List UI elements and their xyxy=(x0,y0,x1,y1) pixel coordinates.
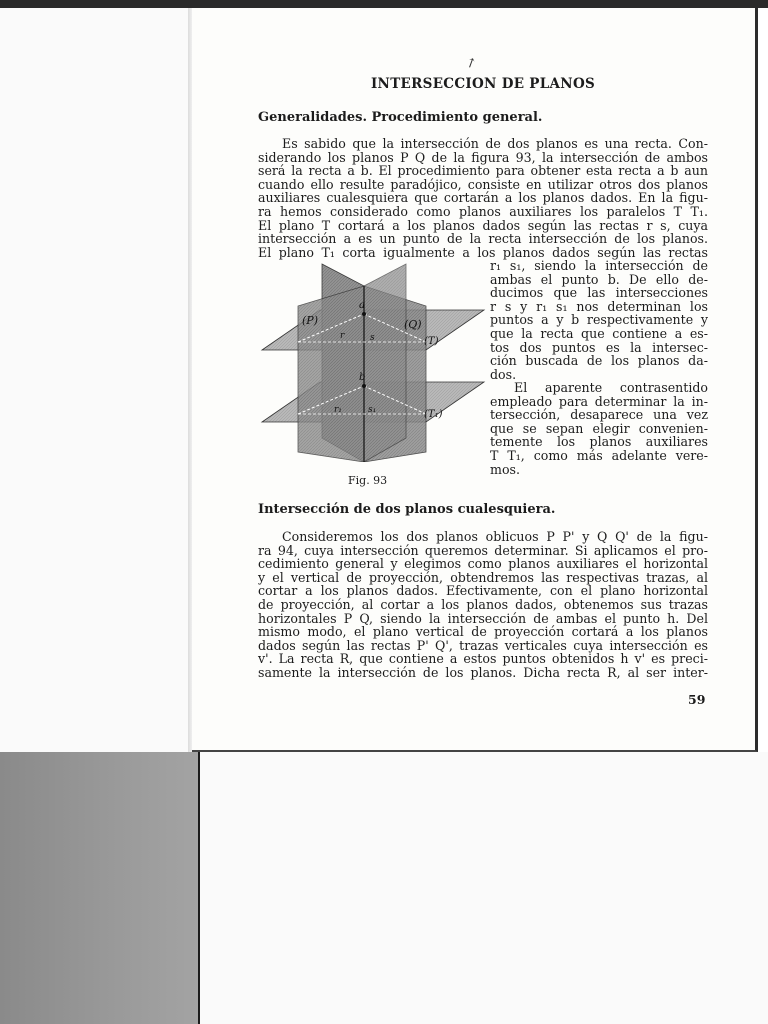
text-line: auxiliares cualesquiera que cortarán a los planos dados. En la figu- xyxy=(258,190,708,206)
label-line-s1: s₁ xyxy=(368,405,377,415)
text-line: T T₁, como más adelante vere- xyxy=(490,447,708,463)
paragraph-side-2 xyxy=(490,381,708,476)
text-line: ra 94, cuya intersección queremos determinar. Si aplicamos el pro- xyxy=(258,542,708,558)
plane-q-back xyxy=(364,264,406,462)
label-line-s: s xyxy=(370,333,375,343)
paragraph-side-1 xyxy=(490,259,708,381)
pen-mark: ↗ xyxy=(463,54,480,73)
text-line: El plano T₁ corta igualmente a los planos dados según las rectas xyxy=(258,244,708,260)
text-line: r s y r₁ s₁ nos determinan los xyxy=(490,298,708,314)
section-heading-generalidades: Generalidades. Procedimiento general. xyxy=(258,110,543,125)
label-point-b: b xyxy=(359,372,366,383)
text-line: samente la intersección de los planos. Dicha recta R, al ser inter- xyxy=(258,664,708,680)
text-line: Es sabido que la intersección de dos planos es una recta. Con- xyxy=(282,136,708,151)
text-line: cortar a los planos dados. Efectivamente, con el plano horizontal xyxy=(258,583,708,599)
text-line: empleado para determinar la in- xyxy=(490,393,708,409)
label-line-r1: r₁ xyxy=(334,405,342,415)
text-line: El aparente contrasentido xyxy=(514,380,708,395)
text-line: tos dos puntos es la intersec- xyxy=(490,339,708,355)
text-line: Consideremos los dos planos oblicuos P P' y Q Q' de la figu- xyxy=(282,529,708,544)
paragraph-intro xyxy=(258,137,708,259)
text-line: dos. xyxy=(490,366,517,382)
figure-caption: Fig. 93 xyxy=(348,474,388,487)
text-line: que la recta que contiene a es- xyxy=(490,325,708,341)
figure-93-planes-diagram xyxy=(258,262,488,462)
text-line: tersección, desaparece una vez xyxy=(490,407,708,423)
underlying-paper xyxy=(200,752,768,1024)
label-line-r: r xyxy=(340,331,345,341)
text-line: será la recta a b. El procedimiento para obtener esta recta a b aun xyxy=(258,163,708,179)
text-line: ambas el punto b. De ello de- xyxy=(490,271,708,287)
scanner-background xyxy=(0,752,198,1024)
left-facing-page xyxy=(0,8,190,752)
text-line: de proyección, al cortar a los planos dados, obtenemos sus trazas xyxy=(258,596,708,612)
paragraph-section-2 xyxy=(258,530,708,680)
label-plane-t1: (T₁) xyxy=(424,409,443,420)
page-number: 59 xyxy=(688,692,706,707)
point-b xyxy=(362,384,366,388)
scanner-top-edge xyxy=(0,0,768,8)
plane-p-front xyxy=(298,286,364,462)
text-line: intersección a es un punto de la recta intersección de los planos. xyxy=(258,231,708,247)
text-line: dados según las rectas P' Q', trazas verticales cuya intersección es xyxy=(258,637,708,653)
text-line: ra hemos considerado como planos auxiliares los paralelos T T₁. xyxy=(258,203,708,219)
text-line: v'. La recta R, que contiene a estos puntos obtenidos h v' es preci- xyxy=(258,651,708,667)
text-line: horizontales P Q, siendo la intersección de ambas el punto h. Del xyxy=(258,610,708,626)
text-line: ción buscada de los planos da- xyxy=(490,353,708,369)
label-plane-t: (T) xyxy=(424,336,439,347)
point-a xyxy=(362,312,366,316)
text-line: mos. xyxy=(490,461,520,477)
page-title: INTERSECCION DE PLANOS xyxy=(370,76,596,92)
label-point-a: a xyxy=(359,300,365,311)
text-line: cedimiento general y elegimos como planos auxiliares el horizontal xyxy=(258,556,708,572)
text-line: cuando ello resulte paradójico, consiste en utilizar otros dos planos xyxy=(258,176,708,192)
text-line: mismo modo, el plano vertical de proyección cortará a los planos xyxy=(258,624,708,640)
label-plane-q: (Q) xyxy=(404,318,422,331)
text-line: que se sepan elegir convenien- xyxy=(490,420,708,436)
text-line: r₁ s₁, siendo la intersección de xyxy=(490,258,708,273)
text-line: El plano T cortará a los planos dados según las rectas r s, cuya xyxy=(258,217,708,233)
text-line: puntos a y b respectivamente y xyxy=(490,312,708,328)
label-plane-p: (P) xyxy=(302,314,318,327)
text-line: y el vertical de proyección, obtendremos las respectivas trazas, al xyxy=(258,569,708,585)
section-heading-interseccion: Intersección de dos planos cualesquiera. xyxy=(258,502,556,517)
text-line: ducimos que las intersecciones xyxy=(490,285,708,301)
text-line: siderando los planos P Q de la figura 93, la intersección de ambos xyxy=(258,149,708,165)
text-line: temente los planos auxiliares xyxy=(490,434,708,450)
